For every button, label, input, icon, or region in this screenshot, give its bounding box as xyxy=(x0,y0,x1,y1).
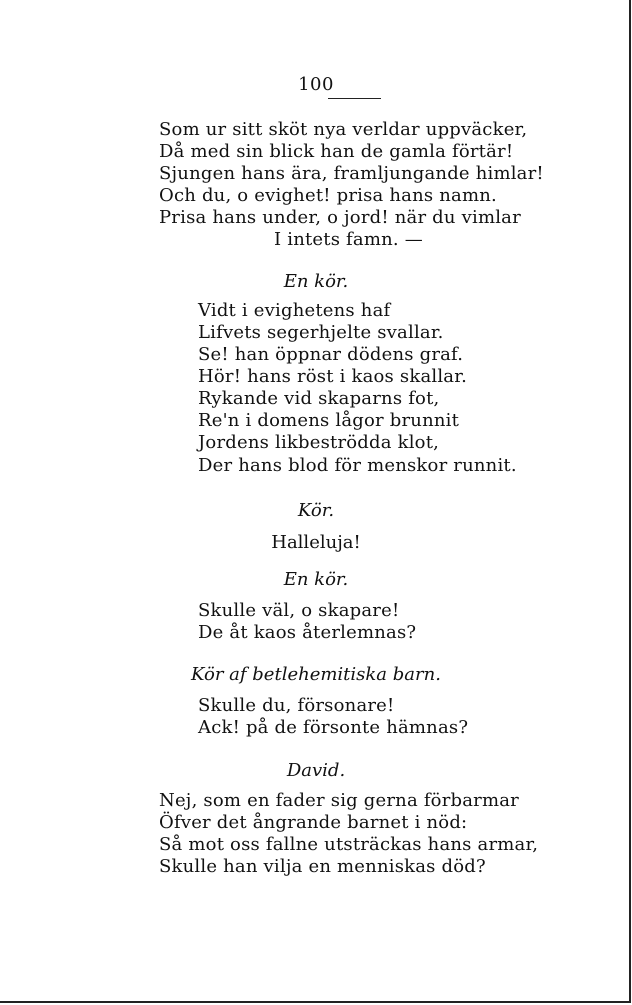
verse-line: Så mot oss fallne utsträckas hans armar, xyxy=(159,834,539,855)
verse-line: Skulle väl, o skapare! xyxy=(198,600,400,621)
verse-line: Skulle han vilja en menniskas död? xyxy=(159,856,486,877)
verse-line: Lifvets segerhjelte svallar. xyxy=(198,322,444,343)
page-number-rule xyxy=(328,98,381,99)
verse-line: De åt kaos återlemnas? xyxy=(198,622,417,643)
section-heading-en-kor-2: En kör. xyxy=(283,569,349,590)
stanza-line: Och du, o evighet! prisa hans namn. xyxy=(159,185,497,206)
section-heading-kor-barn: Kör af betlehemitiska barn. xyxy=(191,664,441,685)
stanza-final-line: I intets famn. — xyxy=(274,229,423,250)
stanza-line: Prisa hans under, o jord! när du vimlar xyxy=(159,207,521,228)
verse-line: Nej, som en fader sig gerna förbarmar xyxy=(159,790,519,811)
verse-line: Re'n i domens lågor brunnit xyxy=(198,410,460,431)
stanza-line: Som ur sitt sköt nya verldar uppväcker, xyxy=(159,119,528,140)
verse-line-halleluja: Halleluja! xyxy=(271,532,361,553)
verse-line: Öfver det ångrande barnet i nöd: xyxy=(159,812,468,833)
verse-line: Hör! hans röst i kaos skallar. xyxy=(198,366,467,387)
stanza-line: Då med sin blick han de gamla förtär! xyxy=(159,141,514,162)
verse-line: Der hans blod för menskor runnit. xyxy=(198,455,517,476)
verse-line: Rykande vid skaparns fot, xyxy=(198,388,440,409)
page-number: 100 xyxy=(298,74,334,95)
stanza-line: Sjungen hans ära, framljungande himlar! xyxy=(159,163,544,184)
verse-line: Ack! på de försonte hämnas? xyxy=(198,717,469,738)
verse-line: Skulle du, försonare! xyxy=(198,695,395,716)
verse-line: Jordens likbeströdda klot, xyxy=(198,432,440,453)
section-heading-kor: Kör. xyxy=(297,500,335,521)
verse-line: Vidt i evighetens haf xyxy=(198,300,391,321)
verse-line: Se! han öppnar dödens graf. xyxy=(198,344,464,365)
section-heading-en-kor: En kör. xyxy=(283,271,349,292)
section-heading-david: David. xyxy=(286,760,346,781)
